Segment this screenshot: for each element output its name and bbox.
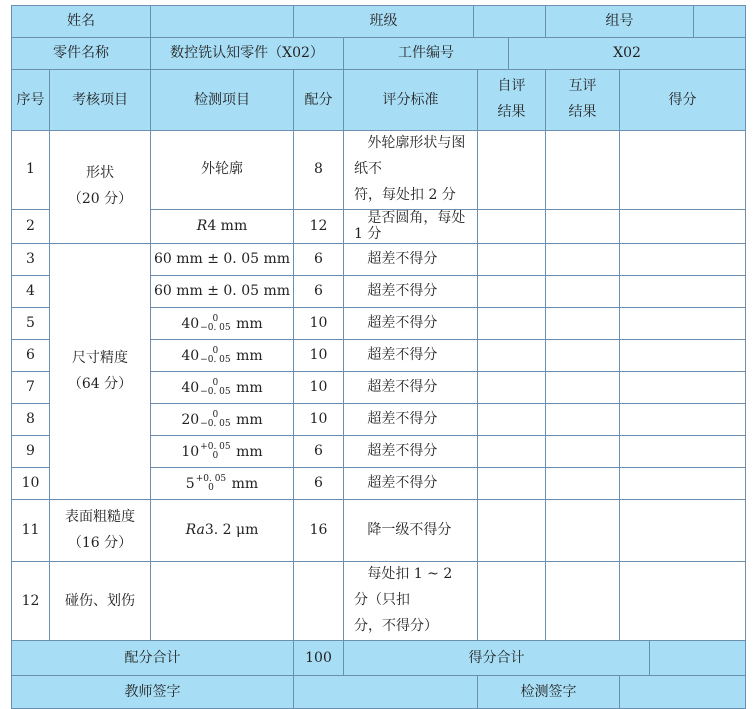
self-eval-cell[interactable] — [478, 500, 546, 562]
mutual-eval-cell[interactable] — [546, 340, 620, 372]
self-eval-cell[interactable] — [478, 404, 546, 436]
group-bump: 碰伤、划伤 — [50, 562, 151, 641]
tolerance: +0. 05 0 — [195, 473, 227, 493]
score-cell[interactable] — [620, 308, 746, 340]
score-cell[interactable] — [620, 404, 746, 436]
mutual-eval-cell[interactable] — [546, 436, 620, 468]
detect-item: 40 0 −0. 05 mm — [151, 308, 294, 340]
col-score: 得分 — [620, 70, 746, 131]
table-row — [12, 244, 746, 276]
col-self-eval: 自评 结果 — [478, 70, 546, 131]
row-points: 10 — [294, 404, 344, 436]
class-label: 班级 — [294, 6, 474, 38]
group-value[interactable] — [694, 6, 746, 38]
row-points: 10 — [294, 340, 344, 372]
inspect-sign-value[interactable] — [620, 675, 746, 708]
row-points: 6 — [294, 244, 344, 276]
mutual-eval-cell[interactable] — [546, 500, 620, 562]
row-points: 10 — [294, 372, 344, 404]
self-eval-cell[interactable] — [478, 308, 546, 340]
criteria: 每处扣 1 ~ 2 分（只扣 分，不得分） — [344, 562, 478, 641]
detect-item: 外轮廓 — [151, 131, 294, 210]
points-total-label: 配分合计 — [12, 640, 294, 675]
table-row — [12, 131, 746, 210]
score-cell[interactable] — [620, 131, 746, 210]
criteria: 超差不得分 — [344, 468, 478, 500]
teacher-sign-value[interactable] — [294, 675, 478, 708]
self-eval-cell[interactable] — [478, 244, 546, 276]
score-cell[interactable] — [620, 372, 746, 404]
part-name-label: 零件名称 — [12, 38, 151, 70]
col-criteria: 评分标准 — [344, 70, 478, 131]
tolerance: 0 −0. 05 — [200, 377, 231, 397]
score-cell[interactable] — [620, 340, 746, 372]
row-points: 6 — [294, 468, 344, 500]
row-seq: 4 — [12, 276, 50, 308]
evaluation-table — [11, 5, 746, 709]
row-points: 12 — [294, 209, 344, 244]
col-points: 配分 — [294, 70, 344, 131]
criteria: 超差不得分 — [344, 372, 478, 404]
row-points: 6 — [294, 436, 344, 468]
col-assess: 考核项目 — [50, 70, 151, 131]
row-seq: 7 — [12, 372, 50, 404]
mutual-eval-cell[interactable] — [546, 276, 620, 308]
criteria: 降一级不得分 — [344, 500, 478, 562]
score-cell[interactable] — [620, 244, 746, 276]
work-no-label: 工件编号 — [344, 38, 509, 70]
row-seq: 10 — [12, 468, 50, 500]
tolerance: 0 −0. 05 — [200, 345, 231, 365]
score-total-value[interactable] — [650, 640, 746, 675]
score-total-label: 得分合计 — [344, 640, 650, 675]
detect-item: 60 mm ± 0. 05 mm — [151, 276, 294, 308]
detect-item: 10 +0. 05 0 mm — [151, 436, 294, 468]
score-cell[interactable] — [620, 468, 746, 500]
group-roughness: 表面粗糙度 （16 分） — [50, 500, 151, 562]
col-seq: 序号 — [12, 70, 50, 131]
row-seq: 5 — [12, 308, 50, 340]
criteria: 超差不得分 — [344, 276, 478, 308]
group-label: 组号 — [546, 6, 694, 38]
criteria: 超差不得分 — [344, 436, 478, 468]
mutual-eval-cell[interactable] — [546, 131, 620, 210]
detect-item: 20 0 −0. 05 mm — [151, 404, 294, 436]
score-cell[interactable] — [620, 562, 746, 641]
self-eval-cell[interactable] — [478, 209, 546, 244]
criteria: 超差不得分 — [344, 308, 478, 340]
criteria: 超差不得分 — [344, 340, 478, 372]
row-points: 6 — [294, 276, 344, 308]
detect-item: Ra3. 2 μm — [151, 500, 294, 562]
score-cell[interactable] — [620, 276, 746, 308]
mutual-eval-cell[interactable] — [546, 468, 620, 500]
teacher-sign-label: 教师签字 — [12, 675, 294, 708]
row-seq: 1 — [12, 131, 50, 210]
self-eval-cell[interactable] — [478, 131, 546, 210]
self-eval-cell[interactable] — [478, 372, 546, 404]
part-name-value: 数控铣认知零件（X02） — [151, 38, 344, 70]
col-detect: 检测项目 — [151, 70, 294, 131]
mutual-eval-cell[interactable] — [546, 562, 620, 641]
row-seq: 12 — [12, 562, 50, 641]
table-row — [12, 500, 746, 562]
self-eval-cell[interactable] — [478, 436, 546, 468]
row-seq: 2 — [12, 209, 50, 244]
inspect-sign-label: 检测签字 — [478, 675, 620, 708]
score-cell[interactable] — [620, 209, 746, 244]
detect-item: 60 mm ± 0. 05 mm — [151, 244, 294, 276]
score-cell[interactable] — [620, 500, 746, 562]
mutual-eval-cell[interactable] — [546, 372, 620, 404]
criteria: 超差不得分 — [344, 244, 478, 276]
tolerance: 0 −0. 05 — [200, 313, 231, 333]
mutual-eval-cell[interactable] — [546, 244, 620, 276]
name-label: 姓名 — [12, 6, 151, 38]
detect-item: 40 0 −0. 05 mm — [151, 340, 294, 372]
detect-item: R4 mm — [151, 209, 294, 244]
class-value[interactable] — [474, 6, 546, 38]
row-seq: 3 — [12, 244, 50, 276]
criteria: 外轮廓形状与图纸不 符，每处扣 2 分 — [344, 131, 478, 210]
group-size: 尺寸精度 （64 分） — [50, 244, 151, 500]
mutual-eval-cell[interactable] — [546, 308, 620, 340]
row-points: 10 — [294, 308, 344, 340]
row-seq: 11 — [12, 500, 50, 562]
points-total-value: 100 — [294, 640, 344, 675]
col-mutual-eval: 互评 结果 — [546, 70, 620, 131]
criteria: 超差不得分 — [344, 404, 478, 436]
score-cell[interactable] — [620, 436, 746, 468]
row-points: 16 — [294, 500, 344, 562]
table-row — [12, 562, 746, 641]
self-eval-cell[interactable] — [478, 340, 546, 372]
tolerance: 0 −0. 05 — [200, 409, 231, 429]
detect-item: 5 +0. 05 0 mm — [151, 468, 294, 500]
row-points — [294, 562, 344, 641]
work-no-value: X02 — [509, 38, 746, 70]
row-points: 8 — [294, 131, 344, 210]
row-seq: 9 — [12, 436, 50, 468]
self-eval-cell[interactable] — [478, 276, 546, 308]
criteria: 是否圆角，每处 1 分 — [344, 209, 478, 244]
mutual-eval-cell[interactable] — [546, 209, 620, 244]
row-seq: 8 — [12, 404, 50, 436]
self-eval-cell[interactable] — [478, 562, 546, 641]
detect-item — [151, 562, 294, 641]
group-shape: 形状 （20 分） — [50, 131, 151, 244]
mutual-eval-cell[interactable] — [546, 404, 620, 436]
row-seq: 6 — [12, 340, 50, 372]
detect-item: 40 0 −0. 05 mm — [151, 372, 294, 404]
tolerance: +0. 05 0 — [200, 441, 231, 461]
self-eval-cell[interactable] — [478, 468, 546, 500]
name-value[interactable] — [151, 6, 294, 38]
